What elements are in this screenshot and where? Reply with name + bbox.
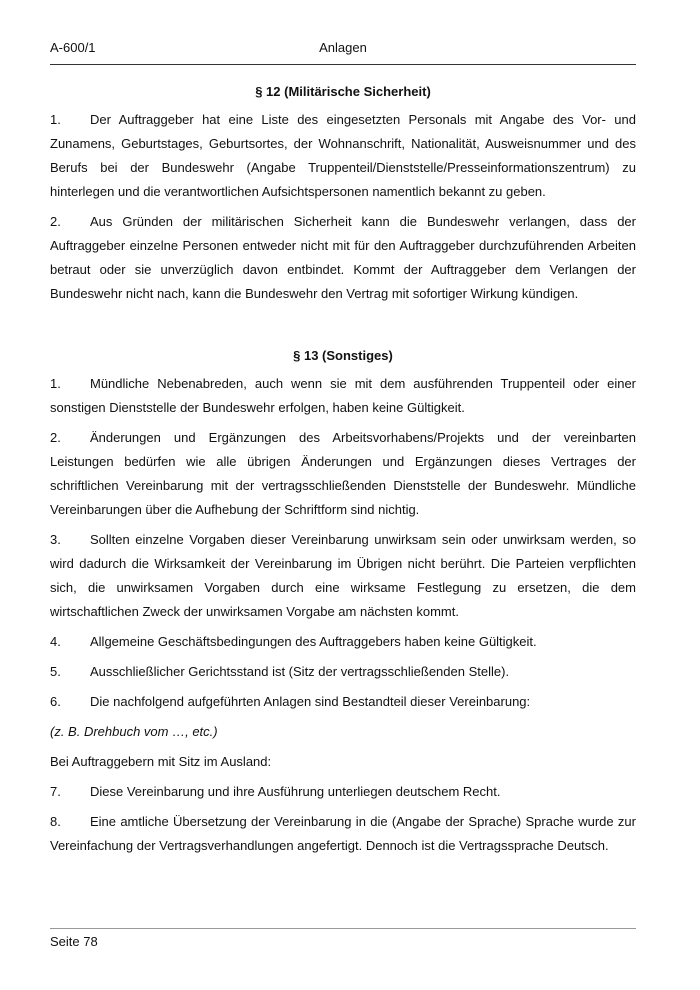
paragraph-number: 2. [50,214,61,229]
example-note: (z. B. Drehbuch vom …, etc.) [50,724,218,739]
paragraph-text: Änderungen und Ergänzungen des Arbeitsvorhabens/Projekts und der vereinbarten Leistungen bedürfen wie alle übrigen Änderungen und Ergänzungen dieses Vertrages der schriftlichen Vereinbarung mit der vertragsschließenden Dienststelle der Bundeswehr. Mündliche Vereinbarungen über die Aufhebung der Schriftform sind nichtig. [50,430,636,517]
section-13-paragraph-2 [50,426,636,522]
header-title: Anlagen [319,40,367,55]
page-header [50,40,636,58]
paragraph-text: Eine amtliche Übersetzung der Vereinbarung in die (Angabe der Sprache) Sprache wurde zur Vereinfachung der Vertragsverhandlungen angefertigt. Dennoch ist die Vertragssprache Deutsch. [50,814,636,853]
paragraph-number: 2. [50,430,61,445]
paragraph-number: 1. [50,376,61,391]
section-13-paragraph-6 [50,690,636,714]
section-12-heading: § 12 (Militärische Sicherheit) [255,84,431,99]
document-body [50,82,636,864]
paragraph-number: 1. [50,112,61,127]
paragraph-number: 7. [50,784,61,799]
paragraph-text: Diese Vereinbarung und ihre Ausführung unterliegen deutschem Recht. [90,784,501,799]
header-rule [50,64,636,65]
paragraph-text: Die nachfolgend aufgeführten Anlagen sind Bestandteil dieser Vereinbarung: [90,694,531,709]
paragraph-number: 8. [50,814,61,829]
paragraph-text: Mündliche Nebenabreden, auch wenn sie mit dem ausführenden Truppenteil oder einer sonstigen Dienststelle der Bundeswehr erfolgen, haben keine Gültigkeit. [50,376,636,415]
foreign-intro: Bei Auftraggebern mit Sitz im Ausland: [50,754,272,769]
paragraph-text: Sollten einzelne Vorgaben dieser Vereinbarung unwirksam sein oder unwirksam werden, so wird dadurch die Wirksamkeit der Vereinbarung im Übrigen nicht berührt. Die Parteien verpflichten sich, die unwirksamen Vorgaben durch eine wirksame Festlegung zu ersetzen, die dem wirtschaftlichen Zweck der unwirksamen Vorgabe am nächsten kommt. [50,532,636,619]
footer-rule [50,928,636,929]
paragraph-text: Ausschließlicher Gerichtsstand ist (Sitz der vertragsschließenden Stelle). [90,664,510,679]
section-13-paragraph-7 [50,780,636,804]
section-13-paragraph-8 [50,810,636,858]
section-12-paragraph-1 [50,108,636,204]
document-id: A-600/1 [50,40,96,55]
paragraph-number: 5. [50,664,61,679]
section-13-paragraph-5 [50,660,636,684]
paragraph-number: 3. [50,532,61,547]
page-number: Seite 78 [50,934,98,949]
section-13-heading: § 13 (Sonstiges) [293,348,393,363]
document-page [50,0,636,990]
section-13-paragraph-3 [50,528,636,624]
paragraph-number: 6. [50,694,61,709]
paragraph-text: Allgemeine Geschäftsbedingungen des Auftraggebers haben keine Gültigkeit. [90,634,537,649]
paragraph-text: Aus Gründen der militärischen Sicherheit kann die Bundeswehr verlangen, dass der Auftraggeber einzelne Personen entweder nicht mit für den Auftraggeber durchzuführenden Arbeiten betraut oder sie unverzüglich davon entbindet. Kommt der Auftraggeber dem Verlangen der Bundeswehr nicht nach, kann die Bundeswehr den Vertrag mit sofortiger Wirkung kündigen. [50,214,636,301]
paragraph-text: Der Auftraggeber hat eine Liste des eingesetzten Personals mit Angabe des Vor- und Zunamens, Geburtstages, Geburtsortes, der Wohnanschrift, Nationalität, Ausweisnummer und des Berufs bei der Bundeswehr (Angabe Truppenteil/Dienststelle/Presseinformationszentrum) zu hinterlegen und die verantwortlichen Aufsichtspersonen namentlich bekannt zu geben. [50,112,636,199]
section-13-paragraph-1 [50,372,636,420]
paragraph-number: 4. [50,634,61,649]
section-13-paragraph-4 [50,630,636,654]
section-12-paragraph-2 [50,210,636,306]
